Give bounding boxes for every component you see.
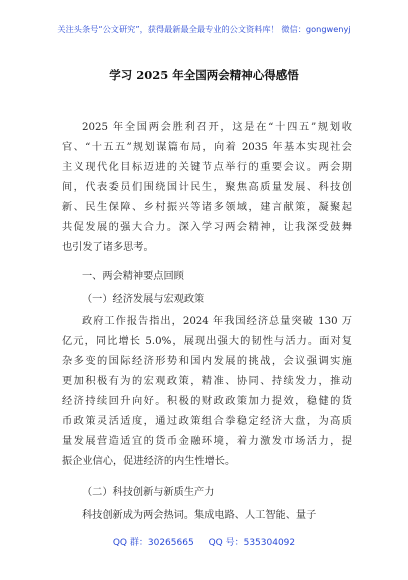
paragraph-line: 官、“十五五”规划谋篇布局，向着 2035 年基本实现社会 <box>62 142 352 153</box>
paragraph-line: 2025 年全国两会胜利召开，这是在“十四五”规划收 <box>82 122 352 133</box>
subsection-heading: （一）经济发展与宏观政策 <box>82 294 205 305</box>
qq-number-text: QQ 号：535304092 <box>208 538 296 548</box>
paragraph-line: 更加积极有为的宏观政策，精准、协同、持续发力，推动 <box>62 376 352 387</box>
document-title: 学习 2025 年全国两会精神心得感悟 <box>109 68 299 82</box>
paragraph-line: 科技创新成为两会热词。集成电路、人工智能、量子 <box>82 510 317 521</box>
paragraph-line: 也引发了诸多思考。 <box>62 242 154 253</box>
footer-contact <box>0 535 408 548</box>
paragraph-line: 币政策灵活适度，通过政策组合拳稳定经济大盘，为高质 <box>62 416 352 427</box>
paragraph-line: 亿元，同比增长 5.0%，展现出强大的韧性与活力。面对复 <box>62 336 352 347</box>
qq-group-text: QQ 群：30265665 <box>112 538 194 548</box>
section-heading: 一、两会精神要点回顾 <box>82 271 184 282</box>
paragraph-line: 共促发展的强大合力。深入学习两会精神，让我深受鼓舞 <box>62 222 352 233</box>
paragraph-line: 量发展营造适宜的货币金融环境，着力激发市场活力，提 <box>62 436 352 447</box>
paragraph-line: 振企业信心，促进经济的内生性增长。 <box>62 456 236 467</box>
tech-paragraph <box>62 506 352 526</box>
paragraph-line: 政府工作报告指出，2024 年我国经济总量突破 130 万 <box>82 316 352 327</box>
header-note: 关注头条号“公文研究”，获得最新最全最专业的公文资料库！ 微信：gongwenyj <box>57 24 351 34</box>
subsection-heading: （二）科技创新与新质生产力 <box>82 487 215 498</box>
paragraph-line: 杂多变的国际经济形势和国内发展的挑战，会议强调实施 <box>62 356 352 367</box>
intro-paragraph <box>62 118 352 258</box>
economy-paragraph <box>62 312 352 472</box>
paragraph-line: 间，代表委员们围绕国计民生，聚焦高质量发展、科技创 <box>62 182 352 193</box>
paragraph-line: 新、民生保障、乡村振兴等诸多领域，建言献策，凝聚起 <box>62 202 352 213</box>
paragraph-line: 主义现代化目标迈进的关键节点举行的重要会议。两会期 <box>62 162 352 173</box>
paragraph-line: 经济持续回升向好。积极的财政政策加力提效，稳健的货 <box>62 396 352 407</box>
